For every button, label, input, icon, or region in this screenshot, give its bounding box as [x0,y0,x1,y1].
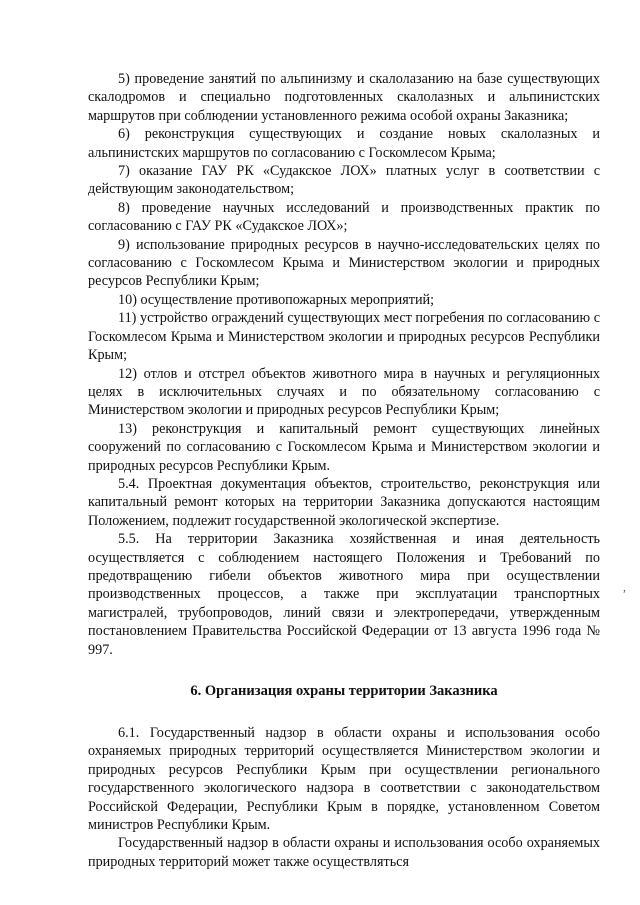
list-item-6: 6) реконструкция существующих и создание новых скалолазных и альпинистских маршрутов по согласованию с Госкомлесом Крыма; [88,126,600,161]
list-item-12: 12) отлов и отстрел объектов животного мира в научных и регуляционных целях в исключительных случаях и по обязательному согласованию с Министерством экологии и природных ресурсов Республики Крым; [88,365,600,419]
clause-5-5: 5.5. На территории Заказника хозяйственная и иная деятельность осуществляется с соблюдением настоящего Положения и Требований по предотвращению гибели объектов животного мира при осуществлении производственных процессов, а также при эксплуатации транспортных магистралей, трубопроводов, линий связи и электропередачи, утвержденным постановлением Правительства Российской Федерации от 13 августа 1996 года № 997. [88,531,600,658]
margin-mark: , [623,580,626,594]
clause-6-1: 6.1. Государственный надзор в области охраны и использования особо охраняемых природных территорий осуществляется Министерством экологии и природных ресурсов Республики Крым при осуществлении регионального государственного экологического надзора в соответствии с законодательством Российской Федерации, Республики Крым в порядке, установленном Советом министров Республики Крым. [88,725,600,834]
list-item-10: 10) осуществление противопожарных мероприятий; [118,291,435,308]
list-item-7: 7) оказание ГАУ РК «Судакское ЛОХ» платных услуг в соответствии с действующим законодательством; [88,163,600,198]
list-item-11: 11) устройство ограждений существующих мест погребения по согласованию с Госкомлесом Крыма и Министерством экологии и природных ресурсов Республики Крым; [88,310,600,364]
list-item-13: 13) реконструкция и капитальный ремонт существующих линейных сооружений по согласованию с Госкомлесом Крыма и Министерством экологии и природных ресурсов Республики Крым. [88,420,600,474]
list-item-8: 8) проведение научных исследований и производственных практик по согласованию с ГАУ РК «Судакское ЛОХ»; [88,199,600,235]
paragraph-state-supervision: Государственный надзор в области охраны и использования особо охраняемых природных территорий может также осуществляться [88,835,600,870]
section-heading: 6. Организация охраны территории Заказника [190,683,498,699]
document-body [88,70,600,871]
list-item-5: 5) проведение занятий по альпинизму и скалолазанию на базе существующих скалодромов и специально подготовленных скалолазных и альпинистских маршрутов при соблюдении установленного режима особой охраны Заказника; [88,71,600,124]
clause-5-4: 5.4. Проектная документация объектов, строительство, реконструкция или капитальный ремонт которых на территории Заказника допускаются настоящим Положением, подлежит государственной экологической экспертизе. [88,475,600,529]
list-item-9: 9) использование природных ресурсов в научно-исследовательских целях по согласованию с Госкомлесом Крыма и Министерством экологии и природных ресурсов Республики Крым; [88,236,600,290]
